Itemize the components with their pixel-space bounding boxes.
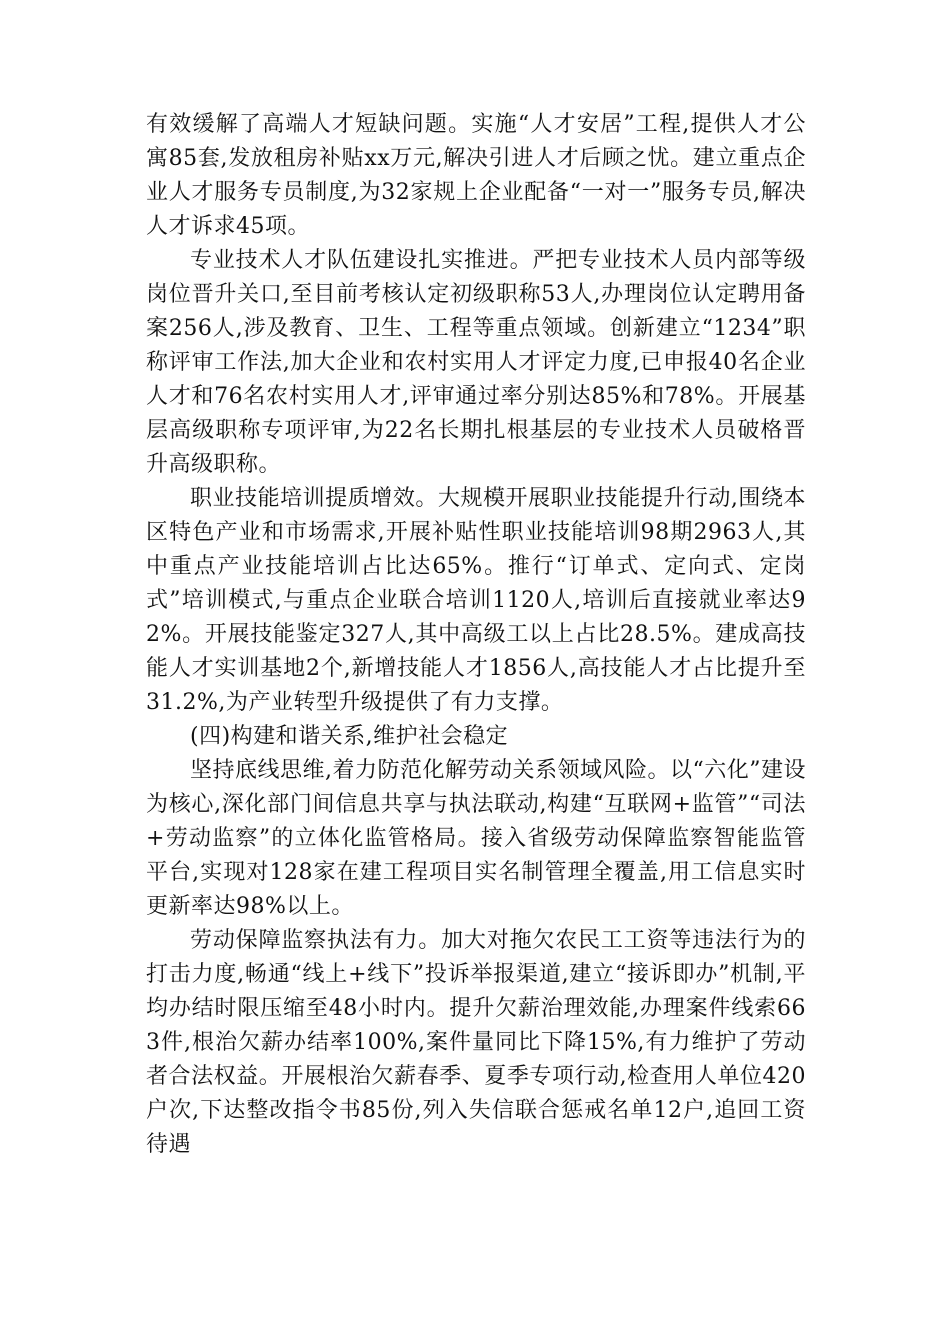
document-page: [146, 108, 806, 1162]
paragraph-labor-relations: 坚持底线思维,着力防范化解劳动关系领域风险。以“六化”建设为核心,深化部门间信息共享与执法联动,构建“互联网+监管”“司法+劳动监察”的立体化监管格局。接入省级劳动保障监察智能监管平台,实现对128家在建工程项目实名制管理全覆盖,用工信息实时更新率达98%以上。: [146, 758, 806, 919]
paragraph-labor-inspection: 劳动保障监察执法有力。加大对拖欠农民工工资等违法行为的打击力度,畅通“线上+线下”投诉举报渠道,建立“接诉即办”机制,平均办结时限压缩至48小时内。提升欠薪治理效能,办理案件线索663件,根治欠薪办结率100%,案件量同比下降15%,有力维护了劳动者合法权益。开展根治欠薪春季、夏季专项行动,检查用人单位420户次,下达整改指令书85份,列入失信联合惩戒名单12户,追回工资待遇: [146, 928, 806, 1157]
section-heading: (四)构建和谐关系,维护社会稳定: [190, 724, 509, 749]
paragraph-professional-talent: 专业技术人才队伍建设扎实推进。严把专业技术人员内部等级岗位晋升关口,至目前考核认定初级职称53人,办理岗位认定聘用备案256人,涉及教育、卫生、工程等重点领域。创新建立“1234”职称评审工作法,加大企业和农村实用人才评定力度,已申报40名企业人才和76名农村实用人才,评审通过率分别达85%和78%。开展基层高级职称专项评审,为22名长期扎根基层的专业技术人员破格晋升高级职称。: [146, 248, 806, 477]
paragraph-talent-housing: 有效缓解了高端人才短缺问题。实施“人才安居”工程,提供人才公寓85套,发放租房补贴xx万元,解决引进人才后顾之忧。建立重点企业人才服务专员制度,为32家规上企业配备“一对一”服务专员,解决人才诉求45项。: [146, 112, 806, 239]
paragraph-vocational-training: 职业技能培训提质增效。大规模开展职业技能提升行动,围绕本区特色产业和市场需求,开展补贴性职业技能培训98期2963人,其中重点产业技能培训占比达65%。推行“订单式、定向式、定岗式”培训模式,与重点企业联合培训1120人,培训后直接就业率达92%。开展技能鉴定327人,其中高级工以上占比28.5%。建成高技能人才实训基地2个,新增技能人才1856人,高技能人才占比提升至31.2%,为产业转型升级提供了有力支撑。: [146, 486, 806, 715]
